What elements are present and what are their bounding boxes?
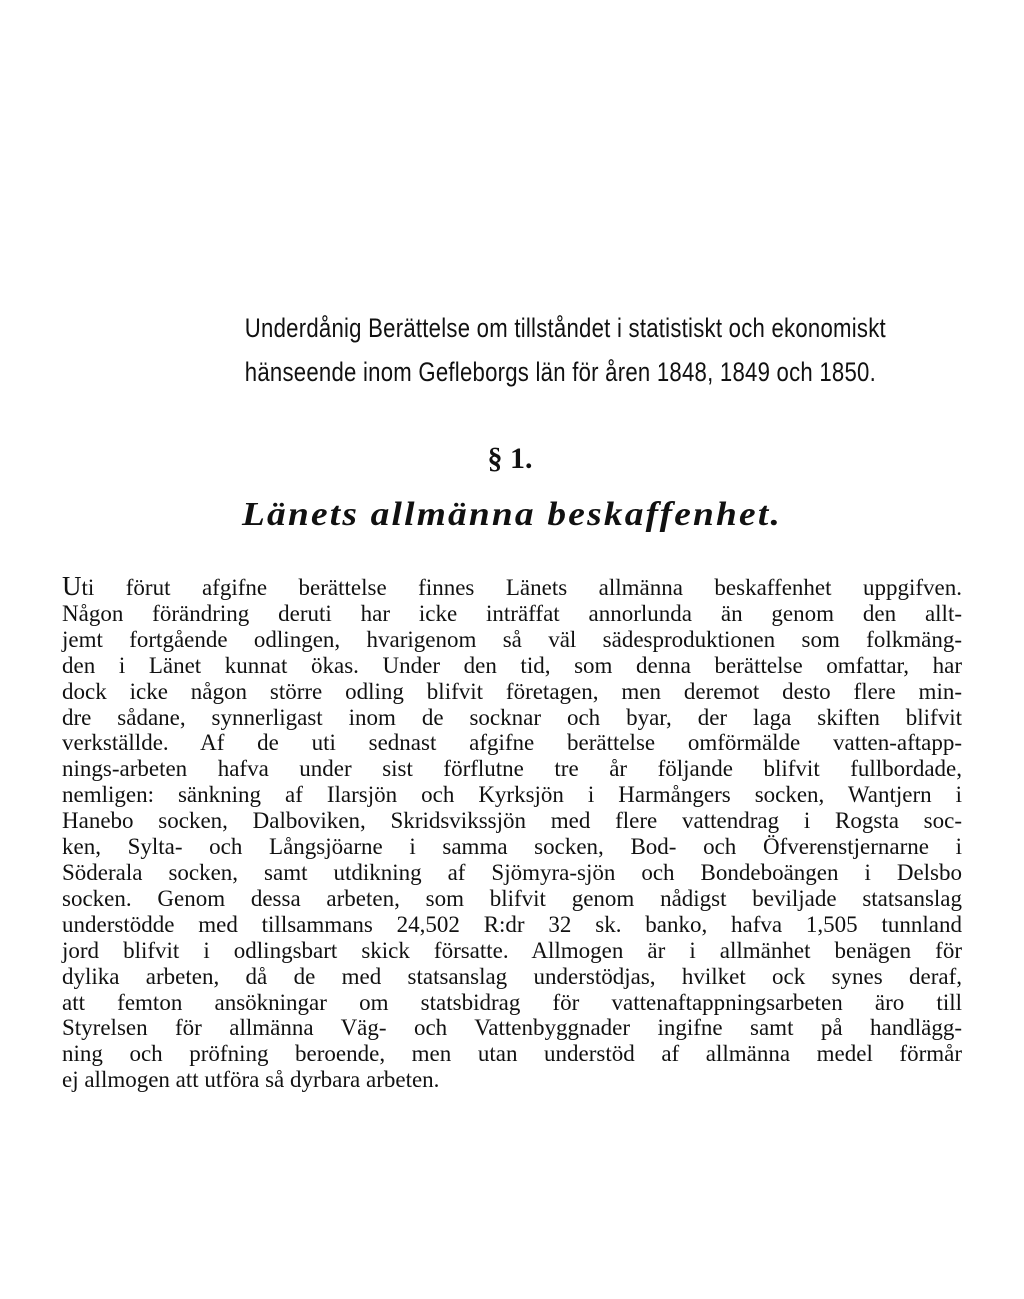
body-line: Någon förändring deruti har icke inträffat annorlunda än genom den allt-: [62, 600, 962, 626]
body-line: ej allmogen att utföra så dyrbara arbeten.: [62, 1067, 440, 1093]
body-line: Styrelsen för allmänna Väg- och Vattenbyggnader ingifne samt på handlägg-: [62, 1015, 962, 1041]
body-line: nemligen: sänkning af Ilarsjön och Kyrksjön i Harmångers socken, Wantjern i: [62, 782, 962, 808]
body-line: Hanebo socken, Dalboviken, Skridsvikssjön med flere vattendrag i Rogsta soc-: [62, 808, 962, 834]
body-line: ning och pröfning beroende, men utan understöd af allmänna medel förmår: [62, 1041, 962, 1067]
title-line-1: Underdånig Berättelse om tillståndet i statistiskt och ekonomiskt: [244, 313, 886, 343]
body-line: ken, Sylta- och Långsjöarne i samma socken, Bod- och Öfverenstjernarne i: [62, 834, 962, 860]
body-line: jord blifvit i odlingsbart skick försatte. Allmogen är i allmänhet benägen för: [62, 937, 962, 963]
body-line: jemt fortgående odlingen, hvarigenom så väl sädesproduktionen som folkmäng-: [62, 626, 962, 652]
document-title: [244, 306, 886, 394]
section-number: § 1.: [487, 442, 533, 475]
body-line: verkställde. Af de uti sednast afgifne berättelse omförmälde vatten-aftapp-: [62, 730, 962, 756]
body-line: dre sådane, synnerligast inom de socknar och byar, der laga skiften blifvit: [62, 704, 962, 730]
section-heading: Länets allmänna beskaffenhet.: [242, 496, 782, 533]
body-line: dylika arbeten, då de med statsanslag understödjas, hvilket ock synes deraf,: [62, 963, 962, 989]
body-line: att femton ansökningar om statsbidrag för vattenaftappningsarbeten äro till: [62, 989, 962, 1015]
body-line: socken. Genom dessa arbeten, som blifvit genom nådigst beviljade statsanslag: [62, 885, 962, 911]
body-line: Söderala socken, samt utdikning af Sjömyra-sjön och Bondeboängen i Delsbo: [62, 859, 962, 885]
body-paragraph: [62, 571, 962, 1093]
body-line: nings-arbeten hafva under sist förflutne tre år följande blifvit fullbordade,: [62, 756, 962, 782]
body-line: den i Länet kunnat ökas. Under den tid, som denna berättelse omfattar, har: [62, 652, 962, 678]
body-line: Uti förut afgifne berättelse finnes Länets allmänna beskaffenhet uppgifven.: [62, 571, 962, 601]
title-line-2: hänseende inom Gefleborgs län för åren 1848, 1849 och 1850.: [244, 357, 876, 387]
body-line: understödde med tillsammans 24,502 R:dr 32 sk. banko, hafva 1,505 tunnland: [62, 911, 962, 937]
body-line: dock icke någon större odling blifvit företagen, men deremot desto flere min-: [62, 678, 962, 704]
